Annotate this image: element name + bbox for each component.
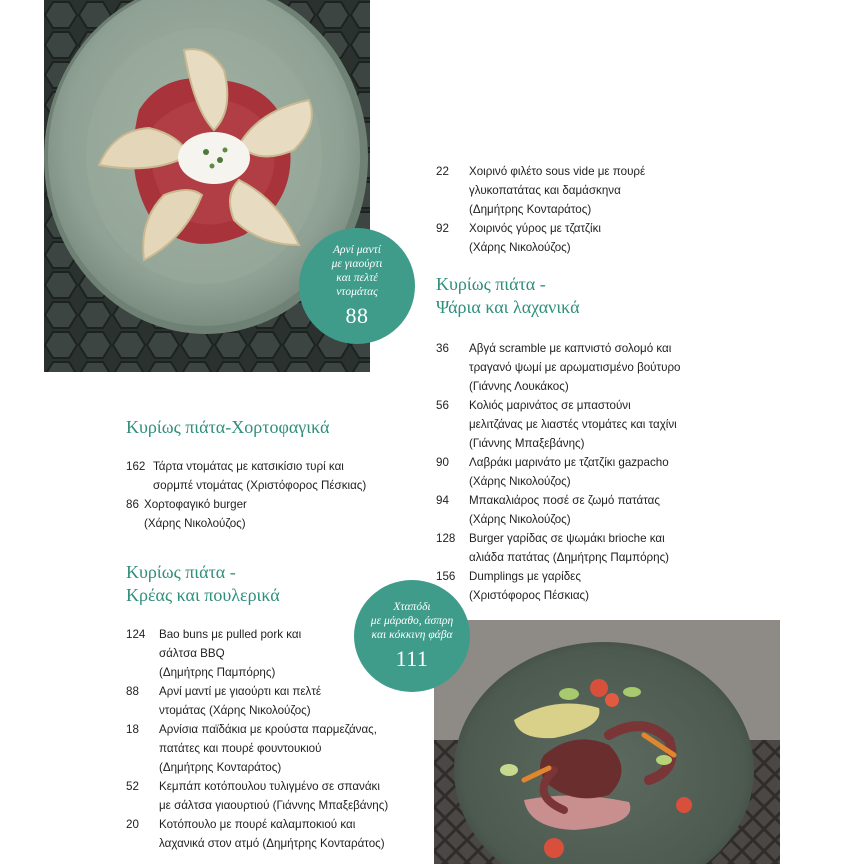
badge-page-number: 111 bbox=[395, 646, 429, 671]
list-item bbox=[436, 162, 726, 219]
recipe-text: Burger γαρίδας σε ψωμάκι brioche και αλιάδα πατάτας (Δημήτρης Παμπόρης) bbox=[469, 532, 670, 564]
recipe-text: Λαβράκι μαρινάτο με τζατζίκι gazpacho (Χάρης Νικολούζος) bbox=[469, 456, 669, 488]
fish-list bbox=[436, 339, 736, 605]
list-item bbox=[436, 491, 736, 529]
recipe-text: Κολιός μαρινάτος σε μπαστούνι μελιτζάνας με λιαστές ντομάτες και ταχίνι (Γιάννης Μπαξεβάνης) bbox=[469, 399, 677, 450]
page-number: 90 bbox=[436, 456, 449, 469]
page-number: 18 bbox=[126, 723, 139, 736]
list-item bbox=[436, 567, 736, 605]
page-number: 86 bbox=[126, 498, 139, 511]
page-number: 162 bbox=[126, 460, 146, 473]
list-item bbox=[436, 529, 736, 567]
section-heading-vegetarian: Κυρίως πιάτα-Χορτοφαγικά bbox=[126, 417, 330, 437]
page-number: 124 bbox=[126, 628, 146, 641]
recipe-badge-octopus bbox=[354, 580, 470, 692]
recipe-text: Bao buns με pulled pork και σάλτσα BBQ (Δημήτρης Παμπόρης) bbox=[159, 628, 302, 679]
recipe-text: Κεμπάπ κοτόπουλου τυλιγμένο σε σπανάκι με σάλτσα γιαουρτιού (Γιάννης Μπαξεβάνης) bbox=[159, 780, 389, 812]
section-heading-fish: Κυρίως πιάτα - Ψάρια και λαχανικά bbox=[436, 274, 580, 317]
list-item bbox=[436, 396, 736, 453]
page-number: 56 bbox=[436, 399, 449, 412]
page-number: 20 bbox=[126, 818, 139, 831]
list-item bbox=[436, 219, 726, 257]
recipe-text: Dumplings με γαρίδες (Χριστόφορος Πέσκιας) bbox=[469, 570, 589, 602]
recipe-text: Αβγά scramble με καπνιστό σολομό και τραγανό ψωμί με αρωματισμένο βούτυρο (Γιάννης Λουκάκος) bbox=[469, 342, 681, 393]
recipe-text: Χορτοφαγικό burger (Χάρης Νικολούζος) bbox=[144, 498, 247, 530]
page-number: 92 bbox=[436, 222, 449, 235]
recipe-text: Αρνίσια παϊδάκια με κρούστα παρμεζάνας, πατάτες και πουρέ φουντουκιού (Δημήτρης Κονταράτος) bbox=[159, 723, 377, 774]
vegetarian-list bbox=[126, 457, 416, 533]
recipe-text: Μπακαλιάρος ποσέ σε ζωμό πατάτας (Χάρης Νικολούζος) bbox=[469, 494, 660, 526]
section-heading-meat: Κυρίως πιάτα - Κρέας και πουλερικά bbox=[126, 562, 280, 605]
recipe-text: Χοιρινός γύρος με τζατζίκι (Χάρης Νικολούζος) bbox=[469, 222, 601, 254]
list-item bbox=[126, 815, 426, 853]
badge-caption: Χταπόδι με μάραθο, άσπρη και κόκκινη φάβα bbox=[370, 601, 454, 641]
list-item bbox=[436, 453, 736, 491]
recipe-badge-lamb bbox=[299, 228, 415, 344]
recipe-text: Χοιρινό φιλέτο sous vide με πουρέ γλυκοπατάτας και δαμάσκηνα (Δημήτρης Κονταράτος) bbox=[469, 165, 646, 216]
badge-page-number: 88 bbox=[345, 303, 369, 328]
list-item bbox=[436, 339, 736, 396]
pork-list bbox=[436, 162, 726, 257]
recipe-text: Τάρτα ντομάτας με κατσικίσιο τυρί και σορμπέ ντομάτας (Χριστόφορος Πέσκιας) bbox=[153, 460, 367, 492]
page-number: 52 bbox=[126, 780, 139, 793]
recipe-text: Αρνί μαντί με γιαούρτι και πελτέ ντομάτας (Χάρης Νικολούζος) bbox=[159, 685, 322, 717]
list-item bbox=[126, 457, 416, 495]
page-number: 128 bbox=[436, 532, 456, 545]
page-number: 36 bbox=[436, 342, 449, 355]
page-number: 88 bbox=[126, 685, 139, 698]
list-item bbox=[126, 720, 426, 777]
page-number: 156 bbox=[436, 570, 456, 583]
page-number: 22 bbox=[436, 165, 449, 178]
list-item bbox=[126, 495, 416, 533]
badge-caption: Αρνί μαντί με γιαούρτι και πελτέ ντομάτας bbox=[331, 244, 383, 298]
list-item bbox=[126, 777, 426, 815]
recipe-text: Κοτόπουλο με πουρέ καλαμποκιού και λαχανικά στον ατμό (Δημήτρης Κονταράτος) bbox=[159, 818, 385, 850]
list-item bbox=[126, 682, 426, 720]
photo-octopus bbox=[434, 620, 780, 864]
page-number: 94 bbox=[436, 494, 449, 507]
